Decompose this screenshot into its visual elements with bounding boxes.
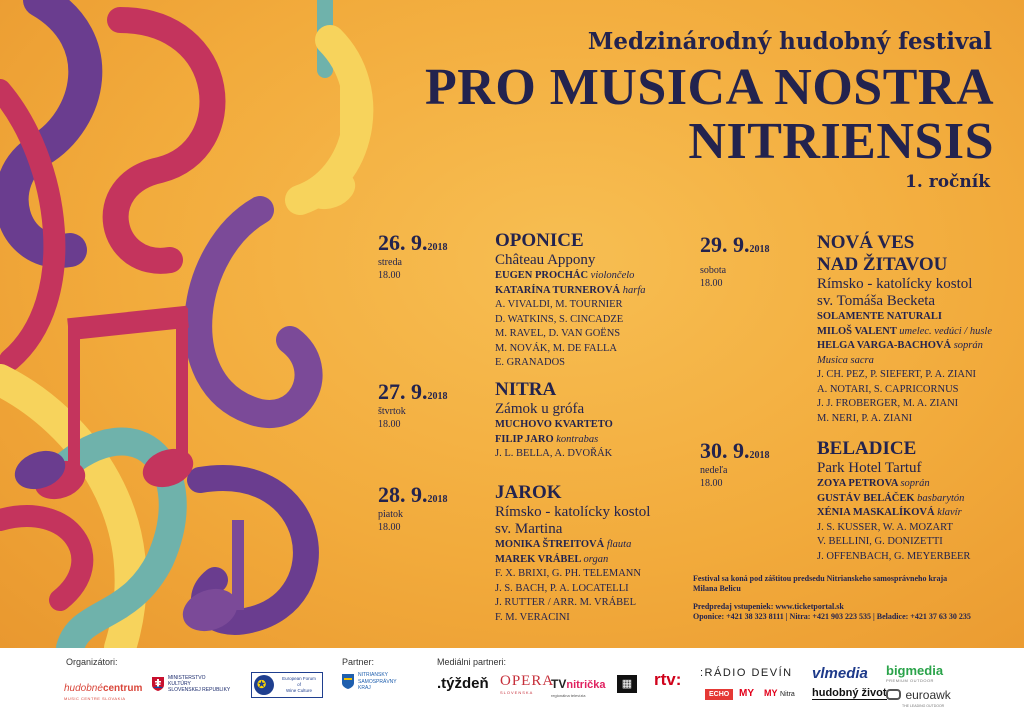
media-partners-label: Mediálni partneri:: [437, 657, 507, 667]
event-date: 29. 9.2018: [700, 232, 770, 257]
event-weekday: nedeľa: [700, 465, 728, 476]
event-weekday: piatok: [378, 509, 403, 520]
organizers-label: Organizátori:: [66, 657, 118, 667]
performer: XÉNIA MASKALÍKOVÁ klavír: [817, 507, 962, 518]
program-line: J. RUTTER / ARR. M. VRÁBEL: [495, 597, 636, 608]
performer: SOLAMENTE NATURALI: [817, 311, 942, 322]
event-venue-line2: sv. Martina: [495, 521, 563, 537]
program-line: J. S. KUSSER, W. A. MOZART: [817, 521, 953, 533]
program-line: D. WATKINS, S. CINCADZE: [495, 313, 624, 325]
program-line: A. NOTARI, S. CAPRICORNUS: [817, 383, 959, 395]
event-place: NOVÁ VES: [817, 232, 915, 253]
event-venue: Park Hotel Tartuf: [817, 460, 922, 476]
event-venue-line2: sv. Tomáša Becketa: [817, 293, 936, 309]
event-date: 26. 9.2018: [378, 230, 448, 255]
event-venue: Zámok u grófa: [495, 401, 585, 417]
yellow-note: [299, 80, 360, 216]
event-time: 18.00: [700, 478, 723, 489]
performer: MILOŠ VALENT umelec. vedúci / husle: [817, 325, 993, 337]
event-details: [817, 232, 1024, 426]
program-line: M. NERI, P. A. ZIANI: [817, 412, 913, 424]
program-line: M. RAVEL, D. VAN GOËNS: [495, 328, 621, 339]
festival-subtitle: Medzinárodný hudobný festival: [587, 28, 992, 55]
event-venue: Château Appony: [495, 252, 596, 268]
event-time: 18.00: [700, 278, 723, 289]
event-time: 18.00: [378, 270, 401, 281]
program-line: M. NOVÁK, M. DE FALLA: [495, 342, 618, 354]
event-weekday: streda: [378, 257, 402, 268]
radio-devin-logo: :RÁDIO DEVÍN: [700, 667, 793, 679]
event-details: [495, 379, 725, 462]
bigmedia-logo: bigmedia PREMIUM OUTDOOR: [886, 663, 944, 683]
partner-label: Partner:: [342, 657, 375, 667]
my-logo: MY: [739, 688, 754, 699]
edition-label: 1. ročník: [905, 172, 990, 192]
program-line: F. X. BRIXI, G. PH. TELEMANN: [495, 568, 641, 579]
program-line: J. L. BELLA, A. DVOŘÁK: [495, 448, 613, 459]
festival-footnote: [693, 574, 993, 622]
tv-nitricka-logo: TVnitrička regionálna televízia: [551, 677, 606, 698]
program-line: A. VIVALDI, M. TOURNIER: [495, 299, 623, 310]
performer: EUGEN PROCHÁC violončelo: [495, 270, 635, 281]
hudobny-zivot-logo: hudobný život: [812, 687, 887, 699]
performer: FILIP JARO kontrabas: [495, 433, 599, 445]
performer: KATARÍNA TURNEROVÁ harfa: [495, 284, 646, 296]
performer: HELGA VARGA-BACHOVÁ soprán: [817, 340, 983, 351]
event-details: [495, 230, 725, 371]
event-time: 18.00: [378, 419, 401, 430]
performer: MAREK VRÁBEL organ: [495, 553, 609, 565]
event-date: 27. 9.2018: [378, 379, 448, 404]
crimson-treble-clef: [116, 20, 213, 261]
program-line: J. J. FROBERGER, M. A. ZIANI: [817, 398, 959, 409]
event-place: OPONICE: [495, 230, 584, 251]
sponsor-strip: Organizátori: Partner: Mediálni partneri: hudobnécentrum MUSIC CENTRE SLOVAKIA MINISTERSTVO KULTÚRY SLOVENSKEJ REPUBLIKY ✪ European Forum of Wine Culture NITRIANSKY SAMOSPRÁVNY KRAJ .týždeň OPERA SLOVENSKA TVnitrička regionálna televízia ▦ rtv: :RÁDIO DEVÍN ECHO MY MY Nitra vlmedia hudobný život bigmedia PREMIUM OUTDOOR euroawk THE LEADING OUTDOOR: [0, 648, 1024, 722]
slovak-coat-of-arms-icon: [152, 677, 164, 691]
program-note: Musica sacra: [817, 354, 874, 366]
tyzden-logo: .týždeň: [437, 675, 489, 692]
crimson-clef-bottom: [0, 516, 82, 600]
publisher-icon: ▦: [617, 675, 637, 693]
performer: ZOYA PETROVA soprán: [817, 478, 930, 489]
program-line: J. CH. PEZ, P. SIEFERT, P. A. ZIANI: [817, 369, 977, 380]
event-weekday: štvrtok: [378, 406, 406, 417]
event-place-line2: NAD ŽITAVOU: [817, 254, 948, 275]
event-date: 30. 9.2018: [700, 438, 770, 463]
event-weekday: sobota: [700, 265, 727, 276]
echo-logo: ECHO: [705, 689, 733, 700]
my-nitra-logo: MY Nitra: [764, 688, 795, 698]
event-place: NITRA: [495, 379, 557, 400]
euroawk-icon: [886, 689, 901, 700]
event-date: 28. 9.2018: [378, 482, 448, 507]
performer: MUCHOVO KVARTETO: [495, 419, 613, 430]
program-line: J. S. BACH, P. A. LOCATELLI: [495, 582, 629, 594]
event-place: BELADICE: [817, 438, 917, 459]
event-place: JAROK: [495, 482, 562, 503]
festival-title-line1: PRO MUSICA NOSTRA: [425, 59, 994, 116]
european-forum-wine-culture-logo: ✪ European Forum of Wine Culture: [251, 672, 323, 698]
nsk-crest-icon: [342, 674, 354, 689]
vlmedia-logo: vlmedia: [812, 665, 868, 682]
performer: MONIKA ŠTREITOVÁ flauta: [495, 539, 632, 550]
rtvs-logo: rtv:: [654, 670, 682, 689]
program-line: V. BELLINI, G. DONIZETTI: [817, 536, 943, 547]
phone-numbers: Oponice: +421 38 323 8111 | Nitra: +421 903 223 535 | Beladice: +421 37 63 30 235: [693, 612, 971, 621]
opera-slovakia-logo: OPERA SLOVENSKA: [500, 673, 555, 695]
purple-treble-clef-mid: [198, 210, 308, 414]
event-venue: Rímsko - katolícky kostol: [817, 276, 973, 292]
patronage-name: Milana Belicu: [693, 584, 741, 593]
program-line: J. OFFENBACH, G. MEYERBEER: [817, 550, 971, 562]
event-details: [495, 482, 725, 625]
hudobne-centrum-logo: hudobnécentrum MUSIC CENTRE SLOVAKIA: [64, 683, 143, 701]
festival-title-line2: NITRIENSIS: [688, 113, 994, 170]
eu-flag-icon: ✪: [254, 675, 274, 695]
program-line: E. GRANADOS: [495, 357, 566, 368]
presale-info: Predpredaj vstupeniek: www.ticketportal.sk: [693, 602, 844, 611]
event-venue: Rímsko - katolícky kostol: [495, 504, 651, 520]
patronage-text: Festival sa koná pod záštitou predsedu Nitrianskeho samosprávneho kraja: [693, 574, 948, 583]
event-details: [817, 438, 1024, 564]
event-time: 18.00: [378, 522, 401, 533]
music-notes-illustration: [0, 0, 395, 648]
program-line: F. M. VERACINI: [495, 611, 570, 623]
performer: GUSTÁV BELÁČEK basbarytón: [817, 492, 965, 504]
euroawk-logo: euroawk THE LEADING OUTDOOR: [886, 686, 951, 708]
